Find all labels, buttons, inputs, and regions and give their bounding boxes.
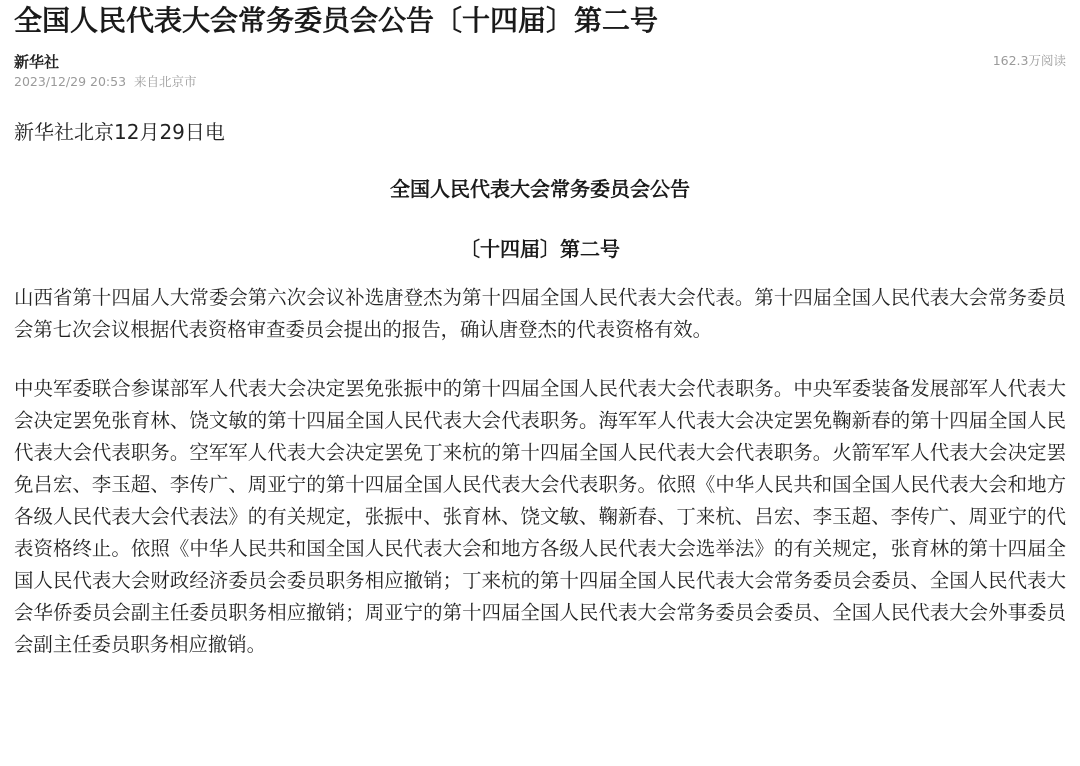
- paragraph: 中央军委联合参谋部军人代表大会决定罢免张振中的第十四届全国人民代表大会代表职务。中央军委装备发展部军人代表大会决定罢免张育林、饶文敏的第十四届全国人民代表大会代表职务。海军军人代表大会决定罢免鞠新春的第十四届全国人民代表大会代表职务。空军军人代表大会决定罢免丁来杭的第十四届全国人民代表大会代表职务。火箭军军人代表大会决定罢免吕宏、李玉超、李传广、周亚宁的第十四届全国人民代表大会代表职务。依照《中华人民共和国全国人民代表大会和地方各级人民代表大会代表法》的有关规定，张振中、张育林、饶文敏、鞠新春、丁来杭、吕宏、李玉超、李传广、周亚宁的代表资格终止。依照《中华人民共和国全国人民代表大会和地方各级人民代表大会选举法》的有关规定，张育林的第十四届全国人民代表大会财政经济委员会委员职务相应撤销；丁来杭的第十四届全国人民代表大会常务委员会委员、全国人民代表大会华侨委员会副主任委员职务相应撤销；周亚宁的第十四届全国人民代表大会常务委员会委员、全国人民代表大会外事委员会副主任委员职务相应撤销。: [14, 377, 1066, 656]
- publish-location: 来自北京市: [134, 74, 197, 89]
- paragraph: 山西省第十四届人大常委会第六次会议补选唐登杰为第十四届全国人民代表大会代表。第十四届全国人民代表大会常务委员会第七次会议根据代表资格审查委员会提出的报告，确认唐登杰的代表资格有效。: [14, 286, 1066, 341]
- notice-number: 〔十四届〕第二号: [460, 237, 620, 261]
- publish-info: [14, 73, 1066, 91]
- read-count: 162.3万阅读: [992, 53, 1066, 68]
- publish-time: 2023/12/29 20:53: [14, 74, 127, 89]
- article-title: 全国人民代表大会常务委员会公告〔十四届〕第二号: [14, 4, 659, 37]
- author-name[interactable]: 新华社: [14, 53, 60, 71]
- article-meta: [14, 52, 1066, 96]
- dateline: 新华社北京12月29日电: [14, 120, 225, 144]
- notice-heading: 全国人民代表大会常务委员会公告: [390, 177, 690, 201]
